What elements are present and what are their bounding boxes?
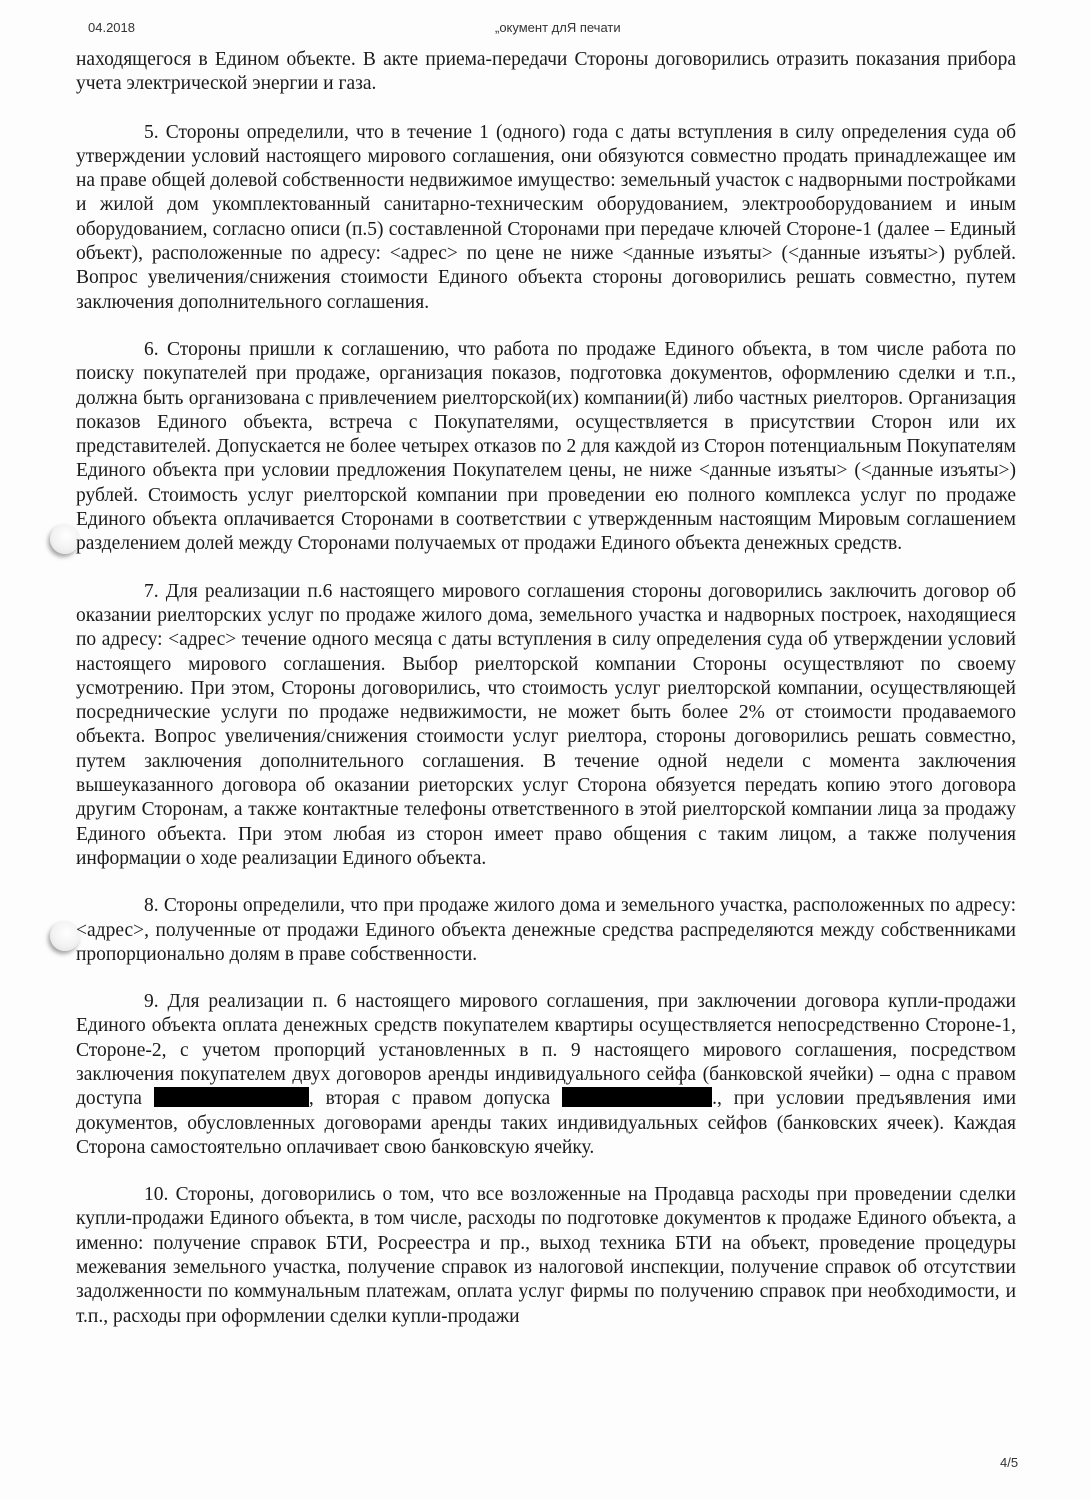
redaction-block — [562, 1087, 712, 1107]
paragraph-continuation: находящегося в Едином объекте. В акте приема-передачи Стороны договорились отразить показания прибора учета электрической энергии и газа. — [76, 49, 1016, 95]
paragraph-9-part-a: 9. Для реализации п. 6 настоящего мирового соглашения, при заключении договора купли-продажи Единого объекта оплата денежных средств покупателем квартиры осуществляется непосредственно Стороне-1, Стороне-2, с учетом пропорций установленных в п. 9 настоящего мирового соглашения, посредством заключения покупателем двух договоров аренды индивидуального сейфа (банковской ячейки) – одна с правом доступа — [76, 991, 1016, 1110]
paragraph-5: 5. Стороны определили, что в течение 1 (одного) года с даты вступления в силу определения суда об утверждении условий настоящего мирового соглашения, они обязуются совместно продать принадлежащее им на праве общей долевой собственности недвижимое имущество: земельный участок с надворными постройками и жилой дом укомплектованный санитарно-техническим оборудованием, электрооборудованием и иным оборудованием, согласно описи (п.5) составленной Сторонами при передаче ключей Стороне-1 (далее – Единый объект), расположенные по адресу: <адрес> по цене не ниже <данные изъяты> (<данные изъяты>) рублей. Вопрос увеличения/снижения стоимости Единого объекта стороны договорились решать совместно, путем заключения дополнительного соглашения. — [76, 121, 1016, 313]
paragraph-6: 6. Стороны пришли к соглашению, что работа по продаже Единого объекта, в том числе работа по поиску покупателей при продаже, организация показов, подготовка документов, оформлению сделки и т.п., должна быть организована с привлечением риелторской(их) компании(й) либо частных риелторов. Организация показов Единого объекта, встреча с Покупателями, осуществляется в присутствии Сторон или их представителей. Допускается не более четырех отказов по 2 для каждой из Сторон потенциальным Покупателям Единого объекта при условии предложения Покупателем цены, не ниже <данные изъяты> (<данные изъяты>) рублей. Стоимость услуг риелторской компании при проведении ею полного комплекса услуг по продаже Единого объекта оплачивается Сторонами в соответствии с утвержденным настоящим Мировым соглашением разделением долей между Сторонами получаемых от продажи Единого объекта денежных средств. — [76, 338, 1016, 555]
document-body — [76, 48, 1016, 1352]
page-number: 4/5 — [1000, 1455, 1019, 1470]
redaction-block — [154, 1087, 309, 1107]
paragraph-9-part-c: ., при условии предъявления ими документов, обусловленных договорами аренды таких индивидуальных сейфов (банковских ячеек). Каждая Сторона самостоятельно оплачивает свою банковскую ячейку. — [76, 1088, 1017, 1158]
paragraph-10: 10. Стороны, договорились о том, что все возложенные на Продавца расходы при проведении сделки купли-продажи Единого объекта, в том числе, расходы по подготовке документов к продаже Единого объекта, а именно: получение справок БТИ, Росреестра и пр., выход техника БТИ на объект, проведение процедуры межевания земельного участка, получение справок из налоговой инспекции, получение справок об отсутствии задолженности по коммунальным платежам, оплата услуг фирмы по получению справок при необходимости, и т.п., расходы при оформлении сделки купли-продажи — [76, 1184, 1016, 1327]
header-title: „окумент длЯ печати — [495, 20, 621, 35]
paragraph-8: 8. Стороны определили, что при продаже жилого дома и земельного участка, расположенных по адресу: <адрес>, полученные от продажи Единого объекта денежные средства распределяются между собственниками пропорционально долям в праве собственности. — [76, 895, 1016, 965]
paragraph-9-part-b: , вторая с правом допуска — [308, 1088, 563, 1110]
page-header — [0, 20, 1090, 40]
header-date: 04.2018 — [88, 20, 135, 35]
paragraph-7: 7. Для реализации п.6 настоящего мирового соглашения стороны договорились заключить договор об оказании риелторских услуг по продаже жилого дома, земельного участка и надворных построек, находящиеся по адресу: <адрес> течение одного месяца с даты вступления в силу определения суда об утверждении условий настоящего мирового соглашения. Выбор риелторской компании Стороны осуществляют по своему усмотрению. При этом, Стороны договорились, что стоимость услуг риелторской компании, осуществляющей посреднические услуги по продаже недвижимости, не может быть более 2% от стоимости продаваемого объекта. Вопрос увеличения/снижения стоимости услуг риелтора, стороны договорились решать совместно, путем заключения дополнительного соглашения. В течение одной недели с момента заключения вышеуказанного договора об оказании риеторских услуг Сторона обязуется передать копию этого договора другим Сторонам, а также контактные телефоны ответственного в этой риелторской компании лица за продажу Единого объекта. При этом любая из сторон имеет право общения с таким лицом, а также получения информации о ходе реализации Единого объекта. — [76, 580, 1016, 869]
paragraph-9 — [76, 990, 1016, 1160]
